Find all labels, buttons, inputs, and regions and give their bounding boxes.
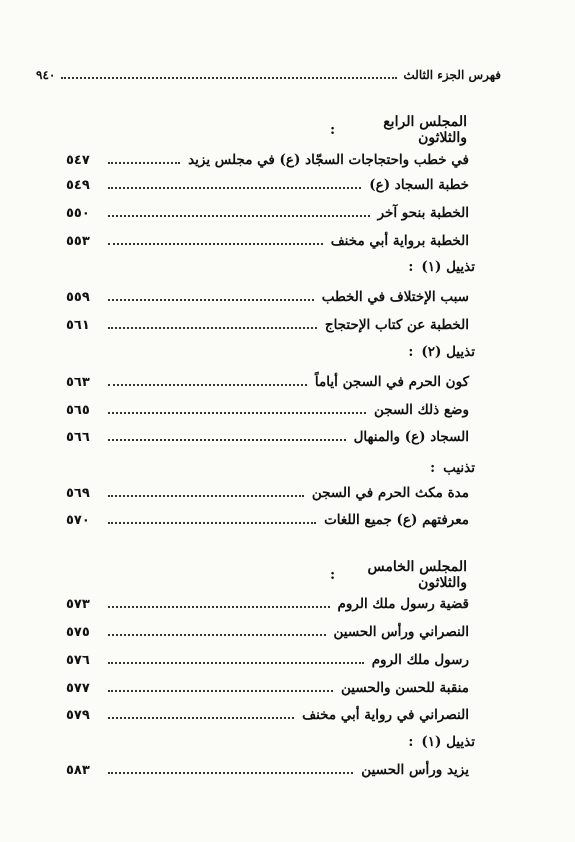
- entry-title: الخطبة عن كتاب الإحتجاج: [324, 317, 469, 333]
- entry-page-number: ٥٦٥: [66, 402, 90, 418]
- dot-leader: [108, 412, 366, 414]
- index-entry: [66, 148, 469, 172]
- heading-text: المجلس الخامس والثلاثون: [367, 559, 467, 591]
- dot-leader: [108, 690, 333, 692]
- entry-page-number: ٥٧٦: [66, 652, 90, 668]
- dot-leader: [108, 243, 323, 245]
- entry-page-number: ٥٦٦: [66, 429, 90, 445]
- index-entry: [66, 676, 469, 700]
- heading-colon: :: [330, 122, 336, 138]
- subsection-heading: [398, 456, 475, 480]
- page-header: [36, 64, 501, 86]
- entry-title: قضية رسول ملك الروم: [337, 596, 469, 612]
- index-entry: [66, 592, 469, 616]
- dot-leader: [108, 634, 326, 636]
- dot-leader: [108, 606, 330, 608]
- index-entry: [66, 229, 469, 253]
- dot-leader: [108, 162, 180, 164]
- subsection-heading: [398, 730, 475, 754]
- entry-title: سبب الإختلاف في الخطب: [321, 289, 469, 305]
- index-entry: [66, 370, 469, 394]
- entry-page-number: ٥٧٩: [66, 707, 90, 723]
- index-entry: [66, 758, 469, 782]
- entry-page-number: ٥٥٩: [66, 289, 90, 305]
- header-dot-leader: [61, 77, 397, 79]
- entry-title: النصراني ورأس الحسين: [333, 624, 469, 640]
- dot-leader: [108, 662, 364, 664]
- index-entry: [66, 620, 469, 644]
- entry-page-number: ٥٤٧: [66, 152, 90, 168]
- entry-title: الخطبة بنحو آخر: [377, 205, 469, 221]
- subsection-heading: [398, 255, 475, 279]
- dot-leader: [108, 717, 294, 719]
- dot-leader: [108, 772, 353, 774]
- entry-page-number: ٥٧٥: [66, 624, 90, 640]
- heading-colon: :: [408, 734, 414, 750]
- entry-page-number: ٥٧٣: [66, 596, 90, 612]
- entry-title: مدة مكث الحرم في السجن: [311, 485, 469, 501]
- entry-page-number: ٥٦١: [66, 317, 90, 333]
- entry-title: خطبة السجاد (ع): [369, 177, 469, 193]
- index-entry: [66, 425, 469, 449]
- header-title: فهرس الجزء الثالث: [403, 68, 501, 82]
- entry-title: معرفتهم (ع) جميع اللغات: [324, 512, 469, 528]
- header-page-number: ٩٤٠: [36, 68, 56, 82]
- entry-page-number: ٥٧٧: [66, 680, 90, 696]
- index-entry: [66, 201, 469, 225]
- heading-text: تذييل (١): [421, 734, 475, 750]
- index-entry: [66, 313, 469, 337]
- entry-title: السجاد (ع) والمنهال: [353, 429, 469, 445]
- heading-text: تذييل (٢): [421, 344, 475, 360]
- dot-leader: [108, 215, 370, 217]
- heading-colon: :: [330, 567, 336, 583]
- dot-leader: [108, 384, 307, 386]
- index-entry: [66, 648, 469, 672]
- entry-title: يزيد ورأس الحسين: [361, 762, 469, 778]
- index-entry: [66, 398, 469, 422]
- heading-colon: :: [408, 344, 414, 360]
- entry-page-number: ٥٥٣: [66, 233, 90, 249]
- heading-colon: :: [408, 259, 414, 275]
- entry-title: منقبة للحسن والحسين: [341, 680, 469, 696]
- dot-leader: [108, 299, 314, 301]
- entry-page-number: ٥٦٩: [66, 485, 90, 501]
- entry-title: كون الحرم في السجن أياماً: [314, 374, 469, 390]
- index-entry: [66, 508, 469, 532]
- heading-colon: :: [430, 460, 436, 476]
- index-entry: [66, 173, 469, 197]
- index-entry: [66, 703, 469, 727]
- heading-text: تذنيب: [443, 460, 475, 476]
- entry-title: رسول ملك الروم: [371, 652, 469, 668]
- entry-page-number: ٥٦٣: [66, 374, 90, 390]
- entry-title: في خطب واحتجاجات السجّاد (ع) في مجلس يزيد: [188, 152, 469, 168]
- entry-page-number: ٥٥٠: [66, 205, 90, 221]
- dot-leader: [108, 522, 316, 524]
- dot-leader: [108, 439, 346, 441]
- subsection-heading: [398, 340, 475, 364]
- entry-page-number: ٥٤٩: [66, 177, 90, 193]
- index-entry: [66, 481, 469, 505]
- entry-page-number: ٥٨٣: [66, 762, 90, 778]
- entry-page-number: ٥٧٠: [66, 512, 90, 528]
- entry-title: الخطبة برواية أبي مخنف: [330, 233, 469, 249]
- section-heading: [330, 114, 467, 146]
- heading-text: المجلس الرابع والثلاثون: [383, 114, 467, 146]
- heading-text: تذييل (١): [421, 259, 475, 275]
- entry-title: النصراني في رواية أبي مخنف: [302, 707, 469, 723]
- index-entry: [66, 285, 469, 309]
- dot-leader: [108, 495, 304, 497]
- dot-leader: [108, 327, 317, 329]
- section-heading: [330, 559, 467, 591]
- entry-title: وضع ذلك السجن: [374, 402, 469, 418]
- dot-leader: [108, 187, 361, 189]
